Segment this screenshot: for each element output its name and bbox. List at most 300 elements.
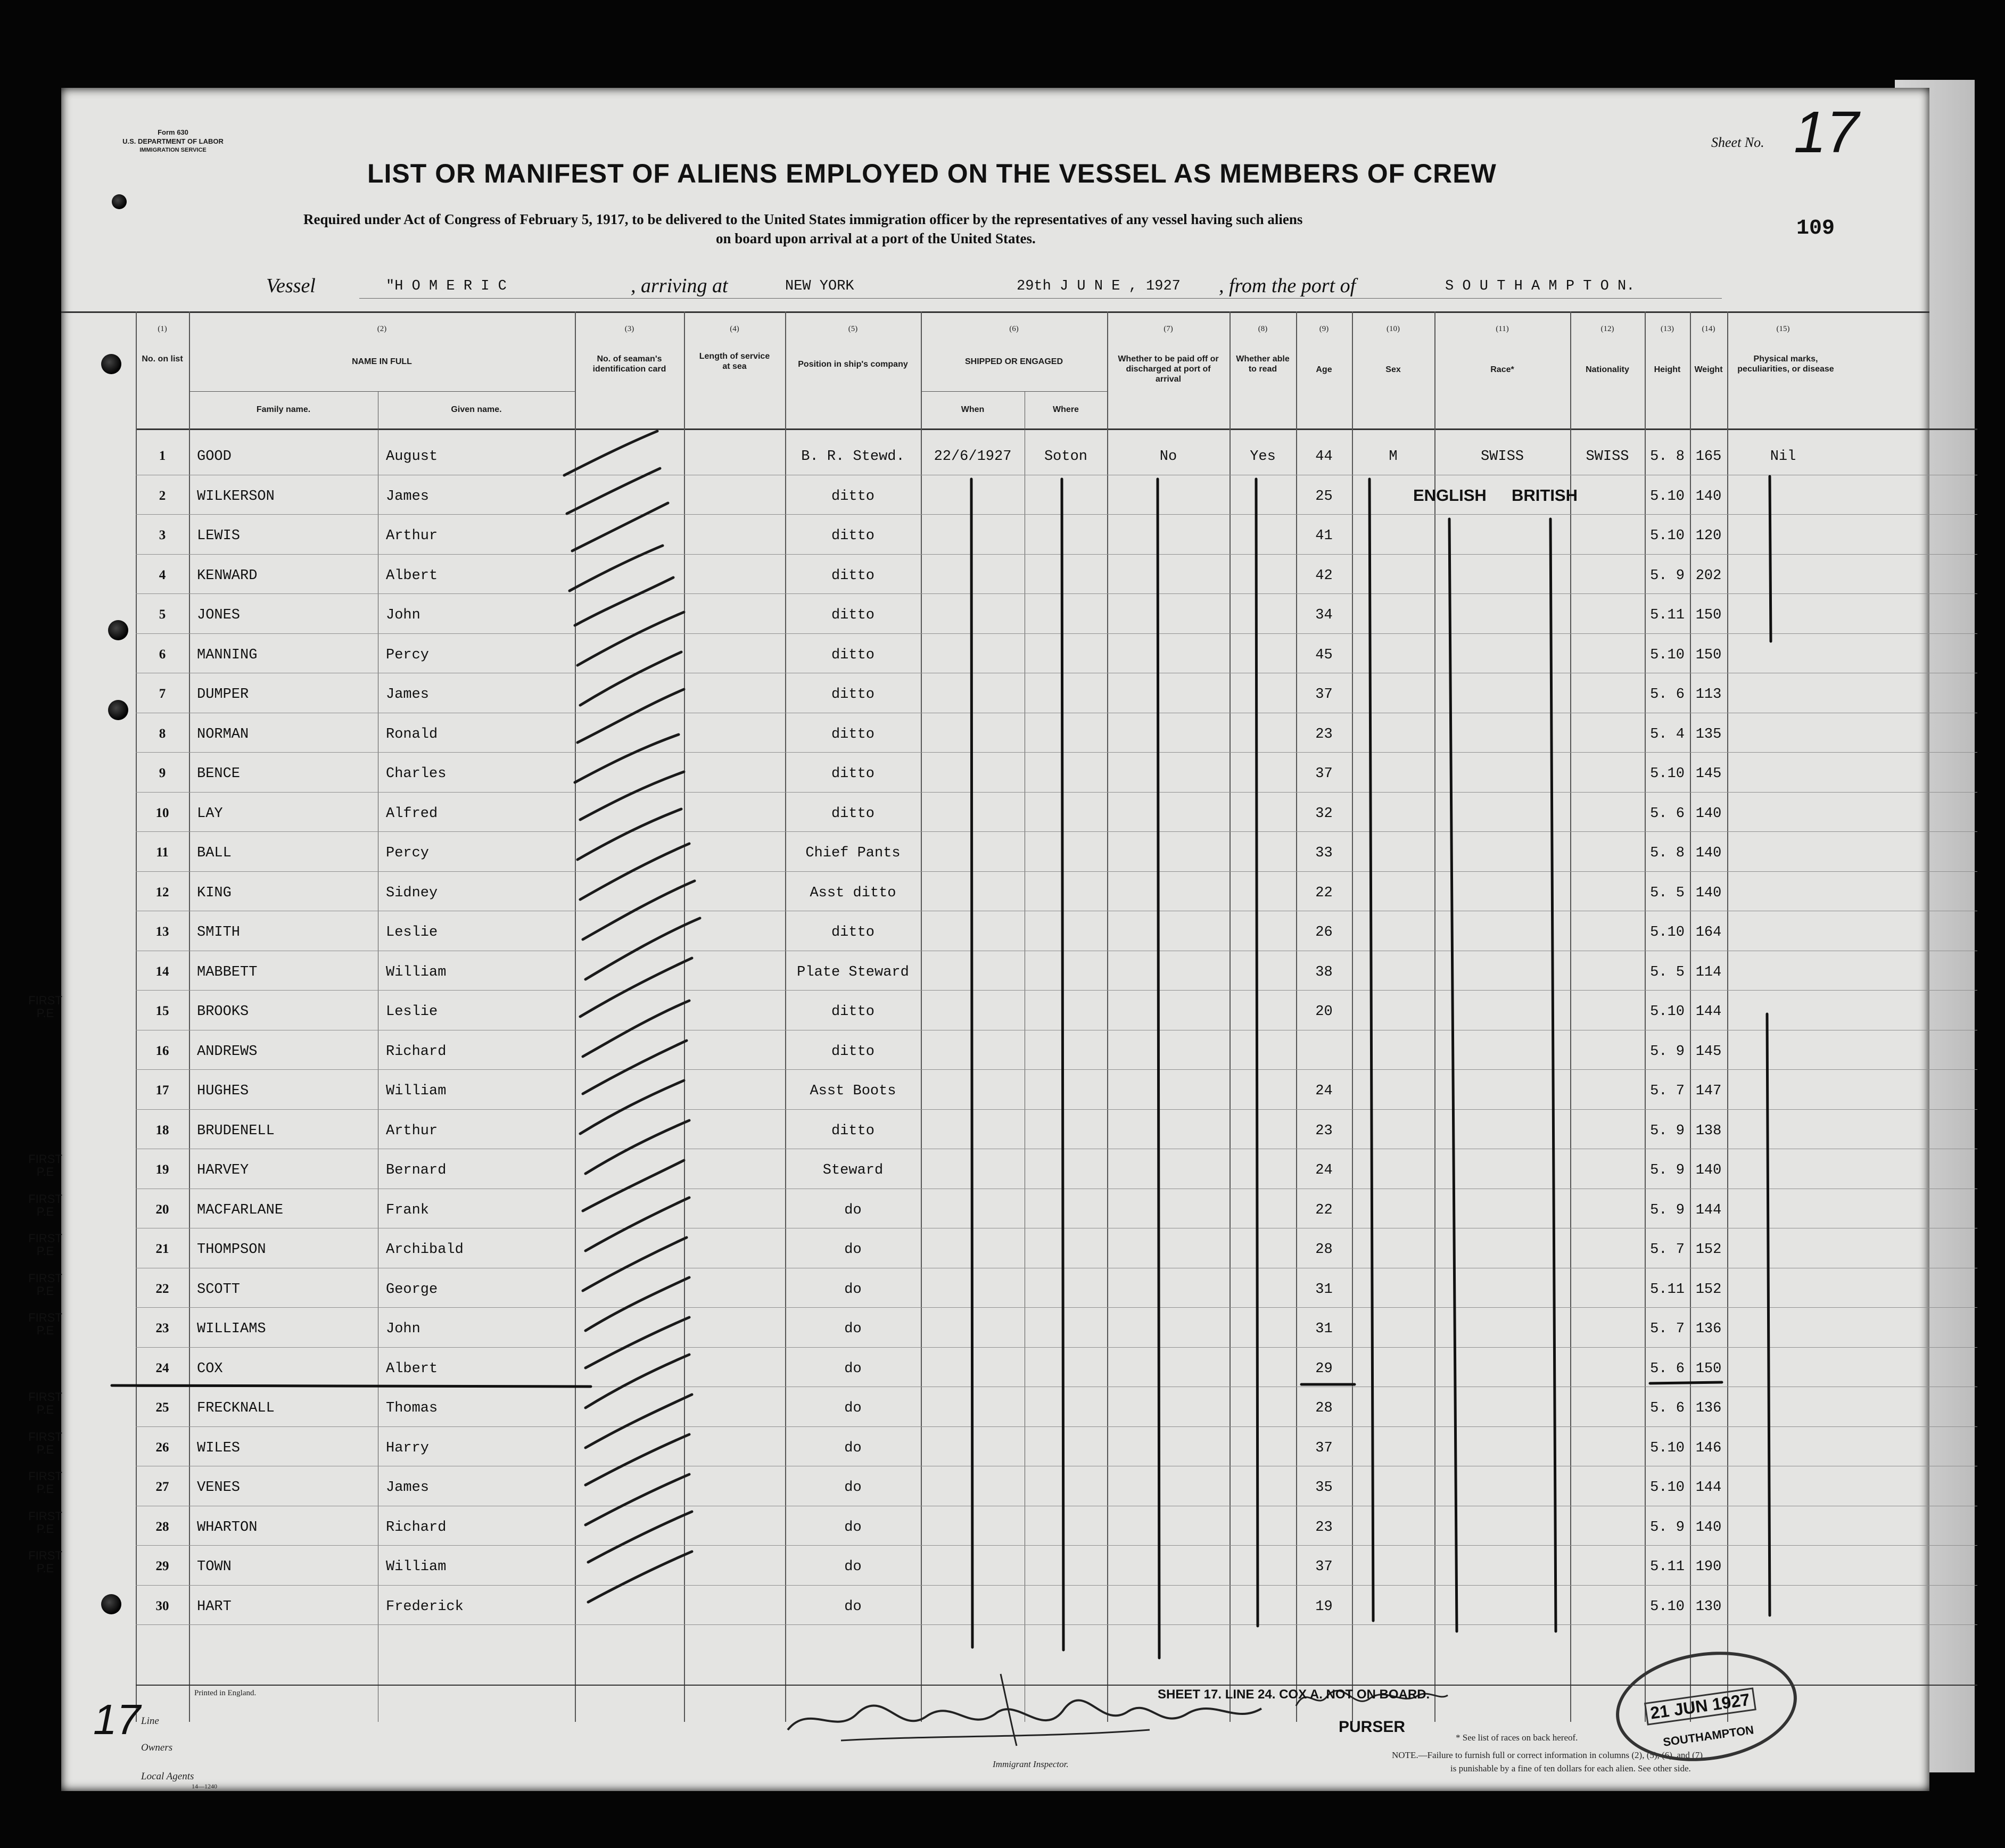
cell-age: 34 (1315, 607, 1333, 623)
col-num-12: (12) (1600, 325, 1614, 333)
cell-given-name: William (386, 1559, 447, 1575)
cell-given-name: August (386, 449, 438, 465)
cell-family-name: HARVEY (197, 1162, 249, 1178)
cell-row-number: 7 (159, 687, 166, 701)
cell-height: 5. 4 (1650, 726, 1685, 742)
cell-weight: 138 (1695, 1123, 1722, 1139)
cell-given-name: Frederick (386, 1598, 464, 1615)
cell-height: 5. 6 (1650, 1400, 1685, 1416)
cell-height: 5.11 (1650, 607, 1685, 623)
cell-shipped-where: Soton (1044, 449, 1087, 465)
cell-height: 5. 9 (1650, 1043, 1685, 1060)
margin-note: FIRST P.E (28, 1152, 62, 1178)
stamp-number: 109 (1796, 217, 1835, 241)
cell-age: 28 (1315, 1400, 1333, 1416)
cell-race: SWISS (1480, 449, 1524, 465)
header-when: When (961, 405, 985, 414)
cell-row-number: 26 (155, 1440, 169, 1455)
margin-note: FIRST P.E (28, 1271, 62, 1298)
cell-age: 33 (1315, 845, 1333, 861)
cell-given-name: Alfred (386, 805, 438, 822)
cell-weight: 190 (1695, 1559, 1722, 1575)
cell-row-number: 27 (155, 1480, 169, 1494)
cell-age: 37 (1315, 687, 1333, 703)
cell-weight: 164 (1695, 925, 1722, 940)
footer-local-agents-label: Local Agents (141, 1771, 194, 1782)
cell-age: 37 (1315, 1440, 1333, 1456)
cell-family-name: GOOD (197, 449, 232, 465)
col-num-14: (14) (1702, 325, 1715, 333)
nationality-handwritten: BRITISH (1512, 486, 1578, 505)
header-name-in-full: NAME IN FULL (352, 357, 412, 366)
cell-shipped-when: 22/6/1927 (934, 449, 1012, 465)
cell-position: ditto (831, 647, 874, 663)
cell-position: do (844, 1202, 862, 1218)
margin-note: FIRST P.E (28, 1390, 62, 1416)
cell-weight: 150 (1695, 1360, 1722, 1377)
cell-row-number: 12 (155, 885, 169, 900)
cell-family-name: MABBETT (197, 964, 258, 980)
cell-age: 35 (1315, 1480, 1333, 1496)
cell-height: 5. 7 (1650, 1242, 1685, 1258)
margin-note: FIRST P.E (28, 1549, 62, 1575)
cell-age: 28 (1315, 1242, 1333, 1258)
cell-given-name: James (386, 488, 430, 505)
purser-label: PURSER (1339, 1718, 1406, 1736)
cell-row-number: 4 (159, 567, 166, 582)
cell-height: 5.10 (1650, 925, 1685, 940)
subtitle-line-1: Required under Act of Congress of February 5, 1917, to be delivered to the United States immigration officer by the representatives of any vessel having such aliens (303, 211, 1303, 227)
cell-family-name: HART (197, 1598, 232, 1615)
cell-position: do (844, 1281, 862, 1298)
cell-paid-off: No (1159, 449, 1177, 465)
cell-given-name: Thomas (386, 1400, 438, 1416)
punch-hole (112, 194, 127, 209)
race-handwritten: ENGLISH (1413, 486, 1487, 505)
cell-weight: 150 (1695, 647, 1722, 663)
cell-row-number: 25 (155, 1400, 169, 1415)
cell-weight: 145 (1695, 1043, 1722, 1060)
cell-given-name: Frank (386, 1202, 430, 1218)
cell-weight: 165 (1695, 449, 1722, 465)
cell-family-name: WHARTON (197, 1519, 258, 1536)
header-shipped: SHIPPED OR ENGAGED (964, 357, 1063, 366)
cell-position: ditto (831, 488, 874, 505)
header-physical-marks: Physical marks, peculiarities, or disease (1737, 354, 1834, 374)
fine-note-line-2: is punishable by a fine of ten dollars for each alien. See other side. (1450, 1763, 1691, 1773)
cell-given-name: Percy (386, 647, 430, 663)
cell-height: 5.10 (1650, 488, 1685, 505)
cell-family-name: SCOTT (197, 1281, 241, 1298)
cell-age: 31 (1315, 1281, 1333, 1298)
cell-given-name: Harry (386, 1440, 430, 1456)
col-num-15: (15) (1776, 325, 1790, 333)
cell-family-name: BROOKS (197, 1004, 249, 1020)
cell-weight: 130 (1695, 1598, 1722, 1615)
cell-row-number: 1 (159, 449, 166, 463)
cell-weight: 136 (1695, 1400, 1722, 1416)
cell-row-number: 21 (155, 1242, 169, 1256)
ditto-strokes (61, 88, 1929, 1791)
see-list-note: * See list of races on back hereof. (1456, 1732, 1578, 1743)
cell-age: 26 (1315, 925, 1333, 940)
cell-family-name: BRUDENELL (197, 1123, 275, 1139)
stamp-date: 21 JUN 1927 (1644, 1687, 1756, 1725)
margin-note: FIRST P.E (28, 1232, 62, 1258)
cell-position: do (844, 1480, 862, 1496)
cell-age: 19 (1315, 1598, 1333, 1615)
cell-row-number: 11 (156, 845, 169, 860)
header-position: Position in ship's company (798, 360, 908, 369)
header-nationality: Nationality (1586, 365, 1629, 374)
page-title: LIST OR MANIFEST OF ALIENS EMPLOYED ON THE VESSEL AS MEMBERS OF CREW (367, 159, 1497, 188)
cell-weight: 135 (1695, 726, 1722, 742)
inspector-signature (777, 1666, 1309, 1756)
cell-weight: 144 (1695, 1004, 1722, 1020)
header-family-name: Family name. (256, 405, 311, 414)
col-num-2: (2) (377, 325, 387, 333)
cell-weight: 144 (1695, 1480, 1722, 1496)
cell-height: 5. 7 (1650, 1083, 1685, 1099)
punch-hole (101, 1594, 121, 1614)
cell-position: ditto (831, 1004, 874, 1020)
cell-position: B. R. Stewd. (801, 449, 905, 465)
cell-height: 5.10 (1650, 1598, 1685, 1615)
subtitle-line-2: on board upon arrival at a port of the United States. (716, 230, 1036, 246)
vessel-name: "H O M E R I C (386, 278, 507, 294)
header-length-service: Length of service at sea (699, 352, 770, 371)
cell-given-name: Sidney (386, 885, 438, 901)
cell-age: 23 (1315, 1519, 1333, 1536)
cell-family-name: VENES (197, 1480, 241, 1496)
cell-height: 5. 5 (1650, 964, 1685, 980)
cell-age: 38 (1315, 964, 1333, 980)
cell-given-name: Leslie (386, 1004, 438, 1020)
header-where: Where (1053, 405, 1079, 414)
cell-weight: 140 (1695, 885, 1722, 901)
header-sex: Sex (1385, 365, 1401, 374)
cell-height: 5. 6 (1650, 805, 1685, 822)
cell-position: do (844, 1519, 862, 1536)
vessel-label: Vessel (266, 275, 316, 297)
cell-given-name: William (386, 1083, 447, 1099)
cell-position: ditto (831, 766, 874, 782)
cell-row-number: 5 (159, 607, 166, 622)
cell-position: do (844, 1400, 862, 1416)
cell-given-name: John (386, 607, 420, 623)
cell-age: 41 (1315, 528, 1333, 544)
stamp-place: SOUTHAMPTON (1662, 1723, 1755, 1749)
cell-row-number: 30 (155, 1598, 169, 1613)
col-num-1: (1) (158, 325, 167, 333)
punch-hole (108, 620, 128, 640)
footer-owners-label: Owners (141, 1742, 173, 1753)
cell-position: ditto (831, 687, 874, 703)
printed-in-england: Printed in England. (194, 1689, 257, 1697)
cell-given-name: Percy (386, 845, 430, 861)
cell-given-name: Arthur (386, 1123, 438, 1139)
cell-row-number: 20 (155, 1202, 169, 1217)
cell-row-number: 17 (155, 1083, 169, 1098)
cell-age: 23 (1315, 1123, 1333, 1139)
cell-family-name: COX (197, 1360, 223, 1377)
cell-age: 20 (1315, 1004, 1333, 1020)
form-number: Form 630 (158, 128, 188, 136)
header-able-read: Whether able to read (1236, 354, 1290, 374)
cell-family-name: FRECKNALL (197, 1400, 275, 1416)
header-age: Age (1316, 365, 1332, 374)
cell-given-name: Ronald (386, 726, 438, 742)
cell-height: 5. 8 (1650, 845, 1685, 861)
note-cox-not-on-board: SHEET 17. LINE 24. COX A. NOT ON BOARD. (1158, 1687, 1430, 1702)
cell-age: 24 (1315, 1083, 1333, 1099)
footer-line-number: 17 (93, 1696, 141, 1743)
form-department: U.S. DEPARTMENT OF LABOR (122, 137, 224, 145)
cell-weight: 136 (1695, 1321, 1722, 1337)
cell-family-name: WILES (197, 1440, 241, 1456)
cell-weight: 140 (1695, 845, 1722, 861)
cell-family-name: KENWARD (197, 567, 258, 584)
cell-weight: 144 (1695, 1202, 1722, 1218)
cell-weight: 202 (1695, 567, 1722, 584)
cell-position: do (844, 1598, 862, 1615)
cell-height: 5. 6 (1650, 1360, 1685, 1377)
cell-age: 37 (1315, 1559, 1333, 1575)
cell-family-name: ANDREWS (197, 1043, 258, 1060)
cell-position: ditto (831, 1043, 874, 1060)
col-num-3: (3) (624, 325, 634, 333)
cell-height: 5.10 (1650, 766, 1685, 782)
cell-position: do (844, 1360, 862, 1377)
header-seaman-card: No. of seaman's identification card (592, 354, 666, 374)
cell-family-name: KING (197, 885, 232, 901)
manifest-sheet (28, 88, 1929, 1791)
cell-height: 5. 9 (1650, 1123, 1685, 1139)
cell-position: do (844, 1242, 862, 1258)
cell-weight: 150 (1695, 607, 1722, 623)
cell-weight: 147 (1695, 1083, 1722, 1099)
cell-age: 31 (1315, 1321, 1333, 1337)
cell-row-number: 15 (155, 1004, 169, 1018)
cell-position: ditto (831, 528, 874, 544)
cell-age: 32 (1315, 805, 1333, 822)
cell-family-name: LAY (197, 805, 223, 822)
punch-hole (101, 354, 121, 374)
col-num-10: (10) (1387, 325, 1400, 333)
cell-height: 5.11 (1650, 1559, 1685, 1575)
cell-row-number: 29 (155, 1559, 169, 1573)
col-num-13: (13) (1661, 325, 1674, 333)
cell-row-number: 8 (159, 726, 166, 741)
cell-age: 23 (1315, 726, 1333, 742)
cell-age: 24 (1315, 1162, 1333, 1178)
cell-given-name: James (386, 1480, 430, 1496)
cell-position: ditto (831, 726, 874, 742)
cell-family-name: WILKERSON (197, 488, 275, 505)
cell-given-name: Arthur (386, 528, 438, 544)
cell-weight: 114 (1695, 964, 1722, 980)
col-num-4: (4) (730, 325, 739, 333)
from-port: S O U T H A M P T O N. (1445, 278, 1635, 294)
col-num-11: (11) (1496, 325, 1509, 333)
col-num-6: (6) (1009, 325, 1019, 333)
cell-position: Plate Steward (797, 964, 909, 980)
cell-given-name: Richard (386, 1519, 447, 1536)
arriving-label: , arriving at (631, 275, 728, 297)
col-num-8: (8) (1258, 325, 1268, 333)
cell-given-name: George (386, 1281, 438, 1298)
footer-form-code: 14—1240 (192, 1783, 217, 1790)
margin-note: FIRST P.E (28, 994, 62, 1020)
cell-age: 29 (1315, 1360, 1333, 1377)
cell-given-name: Bernard (386, 1162, 447, 1178)
cell-weight: 140 (1695, 1162, 1722, 1178)
from-port-label: , from the port of (1219, 275, 1356, 297)
cell-height: 5. 5 (1650, 885, 1685, 901)
col-num-9: (9) (1319, 325, 1329, 333)
cell-position: ditto (831, 805, 874, 822)
sheet-number-label: Sheet No. (1711, 135, 1764, 150)
cell-given-name: James (386, 687, 430, 703)
cell-age: 25 (1315, 488, 1333, 505)
cell-family-name: NORMAN (197, 726, 249, 742)
header-weight: Weight (1694, 365, 1723, 374)
cell-height: 5. 6 (1650, 687, 1685, 703)
cell-row-number: 9 (159, 766, 166, 780)
cell-family-name: BALL (197, 845, 232, 861)
cell-weight: 145 (1695, 766, 1722, 782)
cell-position: Steward (822, 1162, 884, 1178)
cell-row-number: 3 (159, 528, 166, 542)
cell-family-name: JONES (197, 607, 241, 623)
cell-given-name: Richard (386, 1043, 447, 1060)
cell-height: 5. 7 (1650, 1321, 1685, 1337)
cell-given-name: John (386, 1321, 420, 1337)
col-num-7: (7) (1164, 325, 1173, 333)
cell-row-number: 6 (159, 647, 166, 662)
punch-hole (108, 700, 128, 720)
header-race: Race* (1490, 365, 1514, 374)
cell-age: 37 (1315, 766, 1333, 782)
cell-given-name: Archibald (386, 1242, 464, 1258)
cell-family-name: THOMPSON (197, 1242, 266, 1258)
cell-age: 45 (1315, 647, 1333, 663)
cell-able-to-read: Yes (1250, 449, 1276, 465)
cell-age: 22 (1315, 885, 1333, 901)
cell-weight: 113 (1695, 687, 1722, 703)
cell-row-number: 19 (155, 1162, 169, 1177)
col-num-5: (5) (848, 325, 858, 333)
cell-family-name: BENCE (197, 766, 241, 782)
sheet-number: 17 (1794, 100, 1859, 165)
cell-family-name: WILLIAMS (197, 1321, 266, 1337)
cell-given-name: Albert (386, 567, 438, 584)
cell-family-name: DUMPER (197, 687, 249, 703)
cell-height: 5. 8 (1650, 449, 1685, 465)
cell-height: 5.10 (1650, 1004, 1685, 1020)
cell-weight: 140 (1695, 488, 1722, 505)
cell-weight: 146 (1695, 1440, 1722, 1456)
cell-row-number: 2 (159, 488, 166, 503)
cell-position: Asst Boots (810, 1083, 896, 1099)
cell-given-name: Albert (386, 1360, 438, 1377)
cell-position: do (844, 1440, 862, 1456)
cell-height: 5.10 (1650, 647, 1685, 663)
cell-row-number: 14 (155, 964, 169, 979)
cell-position: Chief Pants (805, 845, 901, 861)
header-height: Height (1654, 365, 1681, 374)
arrival-date: 29th J U N E , 1927 (1017, 278, 1181, 294)
cell-height: 5. 9 (1650, 567, 1685, 584)
cell-position: ditto (831, 607, 874, 623)
cell-family-name: MACFARLANE (197, 1202, 284, 1218)
cell-position: ditto (831, 1123, 874, 1139)
margin-note: FIRST P.E (28, 1192, 62, 1218)
cell-given-name: Charles (386, 766, 447, 782)
margin-note: FIRST P.E (28, 1470, 62, 1496)
cell-height: 5.10 (1650, 528, 1685, 544)
cell-physical-marks: Nil (1770, 449, 1796, 465)
cell-weight: 140 (1695, 1519, 1722, 1536)
cell-row-number: 23 (155, 1321, 169, 1335)
cell-position: do (844, 1321, 862, 1337)
fine-note-line-1: NOTE.—Failure to furnish full or correct information in columns (2), (5), (6), and (7) (1392, 1750, 1703, 1760)
cell-height: 5.11 (1650, 1281, 1685, 1298)
cell-weight: 140 (1695, 805, 1722, 822)
cell-age: 42 (1315, 567, 1333, 584)
cell-position: Asst ditto (810, 885, 896, 901)
header-no-on-list: No. on list (142, 354, 183, 364)
footer-line-label: Line (141, 1715, 159, 1727)
cell-row-number: 18 (155, 1123, 169, 1137)
arriving-port: NEW YORK (785, 278, 854, 294)
inspector-label: Immigrant Inspector. (993, 1759, 1069, 1769)
cell-row-number: 13 (155, 925, 169, 939)
cell-family-name: SMITH (197, 925, 241, 940)
margin-note: FIRST P.E (28, 1509, 62, 1536)
margin-note: FIRST P.E (28, 1430, 62, 1456)
cell-weight: 152 (1695, 1242, 1722, 1258)
cell-family-name: LEWIS (197, 528, 241, 544)
cell-family-name: HUGHES (197, 1083, 249, 1099)
cell-height: 5.10 (1650, 1480, 1685, 1496)
cell-height: 5. 9 (1650, 1202, 1685, 1218)
header-given-name: Given name. (451, 405, 502, 414)
header-paid-off: Whether to be paid off or discharged at port of arrival (1118, 354, 1219, 384)
cell-given-name: Leslie (386, 925, 438, 940)
cell-row-number: 10 (155, 805, 169, 820)
cell-height: 5.10 (1650, 1440, 1685, 1456)
cell-age: 22 (1315, 1202, 1333, 1218)
cell-row-number: 28 (155, 1519, 169, 1534)
cell-weight: 120 (1695, 528, 1722, 544)
cell-height: 5. 9 (1650, 1519, 1685, 1536)
cell-position: do (844, 1559, 862, 1575)
form-service: IMMIGRATION SERVICE (139, 147, 207, 153)
cell-row-number: 22 (155, 1281, 169, 1296)
cell-position: ditto (831, 567, 874, 584)
cell-weight: 152 (1695, 1281, 1722, 1298)
cell-height: 5. 9 (1650, 1162, 1685, 1178)
cell-row-number: 16 (155, 1043, 169, 1058)
cell-age: 44 (1315, 449, 1333, 465)
cell-position: ditto (831, 925, 874, 940)
cell-given-name: William (386, 964, 447, 980)
margin-note: FIRST P.E (28, 1311, 62, 1337)
cell-family-name: TOWN (197, 1559, 232, 1575)
cell-family-name: MANNING (197, 647, 258, 663)
cell-sex: M (1389, 449, 1398, 465)
